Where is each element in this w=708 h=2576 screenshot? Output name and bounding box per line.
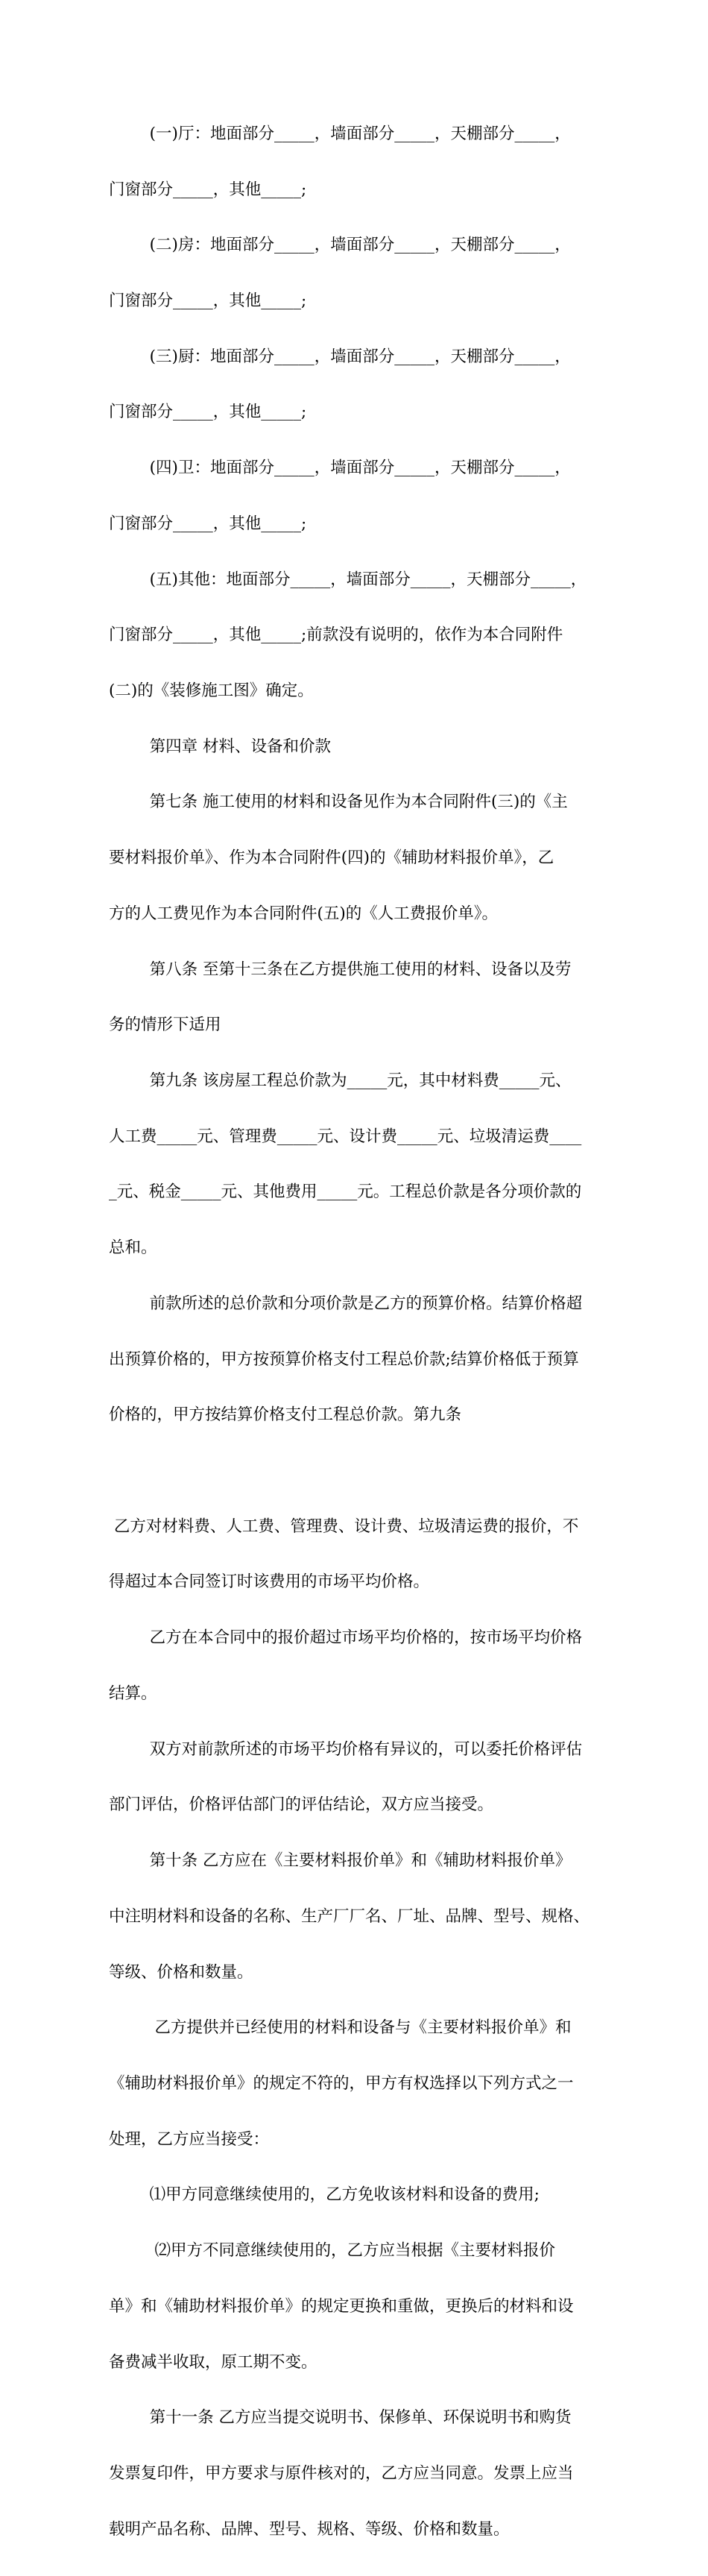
text-line: 第十一条 乙方应当提交说明书、保修单、环保说明书和购货 <box>109 2408 572 2428</box>
text-line: ⑴甲方同意继续使用的，乙方免收该材料和设备的费用; <box>109 2185 540 2205</box>
text-line: 中注明材料和设备的名称、生产厂厂名、厂址、品牌、型号、规格、 <box>109 1906 590 1926</box>
text-line: (四)卫：地面部分_____，墙面部分_____，天棚部分_____， <box>109 459 571 478</box>
text-line: 等级、价格和数量。 <box>109 1962 253 1982</box>
text-line: 发票复印件，甲方要求与原件核对的，乙方应当同意。发票上应当 <box>109 2463 574 2483</box>
text-line: 门窗部分_____，其他_____; <box>109 403 307 422</box>
text-line: _元、税金_____元、其他费用_____元。工程总价款是各分项价款的 <box>109 1182 582 1202</box>
blank-line <box>109 1462 616 1481</box>
text-line: 部门评估，价格评估部门的评估结论，双方应当接受。 <box>109 1795 494 1815</box>
text-line: 乙方提供并已经使用的材料和设备与《主要材料报价单》和 <box>109 2018 572 2038</box>
text-line: 《辅助材料报价单》的规定不符的，甲方有权选择以下列方式之一 <box>109 2073 574 2093</box>
text-line: 出预算价格的，甲方按预算价格支付工程总价款;结算价格低于预算 <box>109 1350 579 1369</box>
text-line: 得超过本合同签订时该费用的市场平均价格。 <box>109 1572 430 1592</box>
text-line: 门窗部分_____，其他_____; <box>109 180 307 199</box>
text-line: 第八条 至第十三条在乙方提供施工使用的材料、设备以及劳 <box>109 960 572 979</box>
text-line: (二)房：地面部分_____，墙面部分_____，天棚部分_____， <box>109 236 571 255</box>
chapter-heading: 第四章 材料、设备和价款 <box>109 737 332 756</box>
text-line: 单》和《辅助材料报价单》的规定更换和重做，更换后的材料和设 <box>109 2296 574 2316</box>
text-line: 人工费_____元、管理费_____元、设计费_____元、垃圾清运费____ <box>109 1127 582 1146</box>
text-line: 门窗部分_____，其他_____; <box>109 291 307 310</box>
text-line: 载明产品名称、品牌、型号、规格、等级、价格和数量。 <box>109 2519 510 2539</box>
text-line: 乙方在本合同中的报价超过市场平均价格的，按市场平均价格 <box>109 1628 583 1648</box>
text-line: 门窗部分_____，其他_____; <box>109 514 307 533</box>
text-line: 前款所述的总价款和分项价款是乙方的预算价格。结算价格超 <box>109 1294 583 1313</box>
text-line: 价格的，甲方按结算价格支付工程总价款。第九条 <box>109 1405 462 1425</box>
text-line: 双方对前款所述的市场平均价格有异议的，可以委托价格评估 <box>109 1739 583 1759</box>
text-line: (二)的《装修施工图》确定。 <box>109 681 314 700</box>
text-line: 总和。 <box>109 1238 157 1258</box>
text-line: 乙方对材料费、人工费、管理费、设计费、垃圾清运费的报价，不 <box>109 1517 579 1536</box>
document-body <box>109 88 616 2576</box>
text-line: 要材料报价单》、作为本合同附件(四)的《辅助材料报价单》，乙 <box>109 848 554 868</box>
text-line: ⑵甲方不同意继续使用的，乙方应当根据《主要材料报价 <box>109 2241 556 2261</box>
text-line: 方的人工费见作为本合同附件(五)的《人工费报价单》。 <box>109 904 499 923</box>
text-line: (三)厨：地面部分_____，墙面部分_____，天棚部分_____， <box>109 347 571 366</box>
text-line: (五)其他：地面部分_____，墙面部分_____，天棚部分_____， <box>109 570 587 589</box>
text-line: (一)厅：地面部分_____，墙面部分_____，天棚部分_____， <box>109 124 571 143</box>
text-line: 务的情形下适用 <box>109 1015 221 1035</box>
text-line: 备费减半收取，原工期不变。 <box>109 2352 317 2372</box>
text-line: 结算。 <box>109 1684 157 1703</box>
text-line: 第九条 该房屋工程总价款为_____元，其中材料费_____元、 <box>109 1071 572 1091</box>
document-page <box>109 88 616 2576</box>
text-line: 第十条 乙方应在《主要材料报价单》和《辅助材料报价单》 <box>109 1851 572 1871</box>
text-line: 第七条 施工使用的材料和设备见作为本合同附件(三)的《主 <box>109 793 568 812</box>
text-line: 门窗部分_____，其他_____;前款没有说明的，依作为本合同附件 <box>109 626 563 645</box>
text-line: 处理，乙方应当接受： <box>109 2129 270 2149</box>
